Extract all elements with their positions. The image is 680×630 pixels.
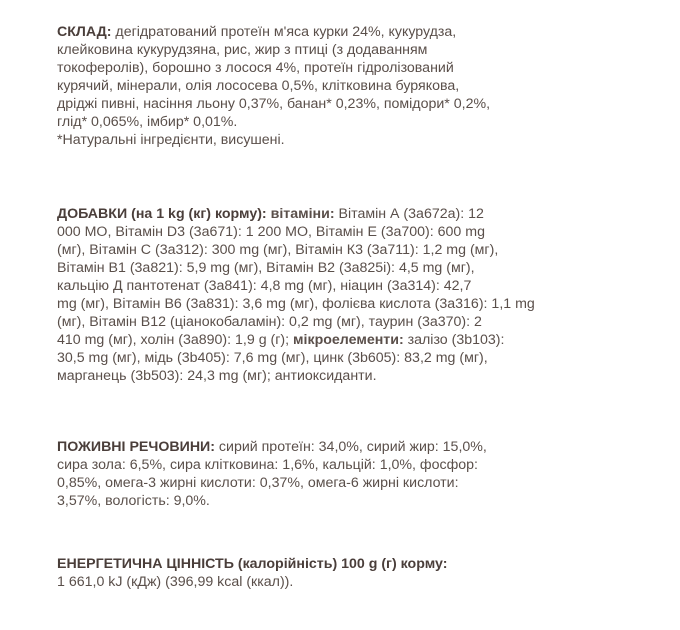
energy-text: 1 661,0 kJ (кДж) (396,99 kcal (ккал)).: [57, 574, 294, 590]
composition-title: СКЛАД:: [57, 24, 112, 40]
vitamins-text: Вітамін А (3а672а): 12 000 МО, Вітамін D3 (3а671): 1 200 МО, Вітамін Е (3а700): 600 mg (мг), Вітамін С (3а312): 300 mg (мг), Вітамін К3 (3а711): 1,2 mg (мг), Вітамін В1 (3а821): 5,9 mg (мг), Вітамін В2 (3а825і): 4,5 mg (мг), кальцію Д пантотенат (3а841): 4,8 mg (мг), ніацин (3а314): 42,7 mg (мг), Вітамін В6 (3а831): 3,6 mg (мг), фолієва кислота (3а316): 1,1 mg (мг), Вітамін В12 (ціанокобаламін): 0,2 mg (мг), таурин (3а370): 2 410 mg (мг), холін (3а890): 1,9 g (г);: [57, 206, 535, 348]
nutrients-section: [57, 438, 647, 510]
vitamins-label: вітаміни:: [266, 206, 335, 222]
microelements-label: мікроелементи:: [289, 332, 404, 348]
composition-section: [57, 23, 647, 149]
energy-title: ЕНЕРГЕТИЧНА ЦІННІСТЬ (калорійність) 100 g (г) корму:: [57, 556, 448, 572]
additives-title: ДОБАВКИ (на 1 kg (кг) корму):: [57, 206, 267, 222]
nutrients-title: ПОЖИВНІ РЕЧОВИНИ:: [57, 439, 215, 455]
composition-text: дегідратований протеїн м'яса курки 24%, кукурудза, клейковина кукурудзяна, рис, жир з птиці (з додаванням токоферолів), борошно з лосося 4%, протеїн гідролізований курячий, мінерали, олія лососева 0,5%, клітковина бурякова, дріджі пивні, насіння льону 0,37%, банан* 0,23%, помідори* 0,2%, глід* 0,065%, імбир* 0,01%. *Натуральні інгредієнти, висушені.: [57, 24, 491, 148]
energy-section: [57, 555, 647, 591]
nutrients-text: сирий протеїн: 34,0%, сирий жир: 15,0%, сира зола: 6,5%, сира клітковина: 1,6%, кальцій: 1,0%, фосфор: 0,85%, омега-3 жирні кислоти: 0,37%, омега-6 жирні кислоти: 3,57%, вологість: 9,0%.: [57, 439, 487, 509]
microelements-text: залізо (3b103): 30,5 mg (мг), мідь (3b405): 7,6 mg (мг), цинк (3b605): 83,2 mg (мг), марганець (3b503): 24,3 mg (мг); антиоксиданти.: [57, 332, 505, 384]
additives-section: [57, 205, 647, 385]
